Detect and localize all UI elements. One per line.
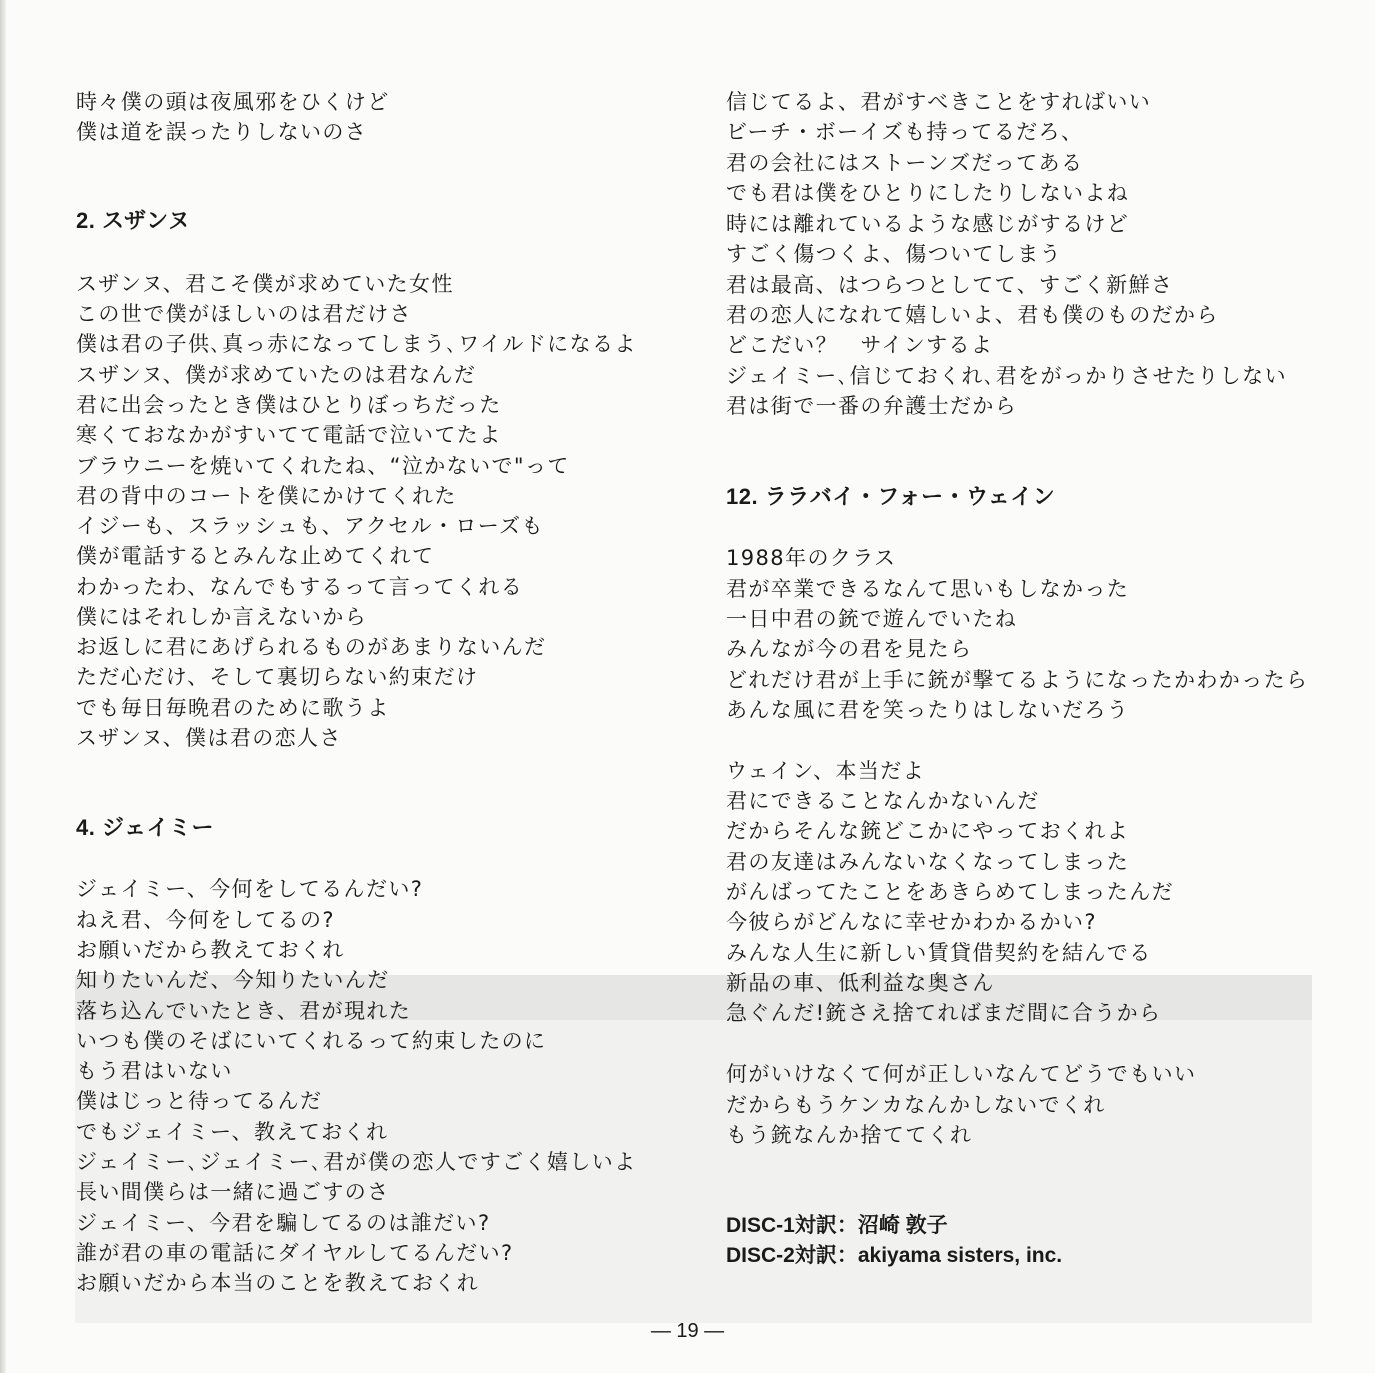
lyric-line: 新品の車、低利益な奥さん	[726, 971, 995, 995]
lyric-line: 僕は道を誤ったりしないのさ	[76, 120, 368, 144]
lyric-line: お願いだから本当のことを教えておくれ	[76, 1271, 480, 1295]
lyric-line: 僕にはそれしか言えないから	[76, 605, 368, 629]
lyric-line: ジェイミー、今君を騙してるのは誰だい?	[76, 1211, 491, 1235]
lyric-line: いつも僕のそばにいてくれるって約束したのに	[76, 1029, 547, 1053]
lyric-line: でも君は僕をひとりにしたりしないよね	[726, 181, 1130, 205]
lyric-line: スザンヌ、君こそ僕が求めていた女性	[76, 272, 454, 296]
lyric-line: 君は街で一番の弁護士だから	[726, 394, 1018, 418]
lyric-line: わかったわ、なんでもするって言ってくれる	[76, 575, 524, 599]
lyric-line: ジェイミー､ジェイミー､君が僕の恋人ですごく嬉しいよ	[76, 1150, 637, 1174]
lyric-line: 急ぐんだ!銃さえ捨てればまだ間に合うから	[726, 1001, 1162, 1025]
lyric-line: あんな風に君を笑ったりはしないだろう	[726, 698, 1130, 722]
lyric-line: だからもうケンカなんかしないでくれ	[726, 1093, 1106, 1117]
lyric-line: スザンヌ、僕は君の恋人さ	[76, 726, 342, 750]
lyric-line: どれだけ君が上手に銃が撃てるようになったかわかったら	[726, 668, 1309, 692]
lyric-line: 知りたいんだ、今知りたいんだ	[76, 968, 390, 992]
lyric-line: もう銃なんか捨ててくれ	[726, 1123, 973, 1147]
lyric-line: もう君はいない	[76, 1059, 233, 1083]
lyric-line: 誰が君の車の電話にダイヤルしてるんだい?	[76, 1241, 514, 1265]
lyric-line: ジェイミー、今何をしてるんだい?	[76, 877, 424, 901]
lyric-line: 落ち込んでいたとき、君が現れた	[76, 999, 412, 1023]
lyric-line: 僕は君の子供､真っ赤になってしまう､ワイルドになるよ	[76, 332, 637, 356]
lyric-line: 君の背中のコートを僕にかけてくれた	[76, 484, 457, 508]
lyric-line: 君の恋人になれて嬉しいよ、君も僕のものだから	[726, 303, 1219, 327]
lyric-line: でもジェイミー、教えておくれ	[76, 1120, 389, 1144]
lyric-line: でも毎日毎晩君のために歌うよ	[76, 696, 390, 720]
lyric-line: 君は最高、はつらつとしてて、すごく新鮮さ	[726, 273, 1174, 297]
lyric-line: イジーも、スラッシュも、アクセル・ローズも	[76, 514, 544, 538]
lyric-line: ウェイン、本当だよ	[726, 759, 926, 783]
song-title: 2. スザンヌ	[76, 208, 191, 233]
lyric-line: だからそんな銃どこかにやっておくれよ	[726, 819, 1130, 843]
page-binding-edge	[0, 0, 6, 1373]
translator-credit-disc1: DISC-1対訳：沼崎 敦子	[726, 1214, 948, 1237]
song-title: 12. ララバイ・フォー・ウェイン	[726, 484, 1056, 509]
lyric-line: 時々僕の頭は夜風邪をひくけど	[76, 90, 390, 114]
lyric-line: 一日中君の銃で遊んでいたね	[726, 607, 1018, 631]
lyric-line: 君に出会ったとき僕はひとりぼっちだった	[76, 393, 502, 417]
lyric-line: 僕はじっと待ってるんだ	[76, 1089, 323, 1113]
lyric-line: ねえ君、今何をしてるの?	[76, 908, 335, 932]
page-number: — 19 —	[650, 1320, 725, 1342]
lyric-line: 長い間僕らは一緒に過ごすのさ	[76, 1180, 390, 1204]
lyric-line: 君の会社にはストーンズだってある	[726, 151, 1084, 175]
lyric-line: 君の友達はみんないなくなってしまった	[726, 850, 1130, 874]
lyric-line: 何がいけなくて何が正しいなんてどうでもいい	[726, 1062, 1197, 1086]
lyric-line: 1988年のクラス	[726, 546, 897, 570]
lyric-line: この世で僕がほしいのは君だけさ	[76, 302, 412, 326]
lyric-line: みんなが今の君を見たら	[726, 637, 973, 661]
lyric-line: ビーチ・ボーイズも持ってるだろ、	[726, 120, 1084, 144]
lyric-line: ただ心だけ、そして裏切らない約束だけ	[76, 665, 479, 689]
lyric-line: 寒くておなかがすいてて電話で泣いてたよ	[76, 423, 502, 447]
lyric-line: 今彼らがどんなに幸せかわかるかい?	[726, 910, 1097, 934]
lyric-line: 時には離れているような感じがするけど	[726, 212, 1130, 236]
lyric-line: 君が卒業できるなんて思いもしなかった	[726, 577, 1130, 601]
lyric-line: ジェイミー､信じておくれ､君をがっかりさせたりしない	[726, 364, 1287, 388]
lyric-line: 君にできることなんかないんだ	[726, 789, 1040, 813]
lyric-line: 僕が電話するとみんな止めてくれて	[76, 544, 435, 568]
lyric-line: お返しに君にあげられるものがあまりないんだ	[76, 635, 547, 659]
lyric-line: がんばってたことをあきらめてしまったんだ	[726, 880, 1174, 904]
lyric-line: どこだい？ サインするよ	[726, 333, 994, 357]
lyric-line: みんな人生に新しい賃貸借契約を結んでる	[726, 941, 1152, 965]
lyric-line: スザンヌ、僕が求めていたのは君なんだ	[76, 363, 477, 387]
lyric-line: すごく傷つくよ、傷ついてしまう	[726, 242, 1062, 266]
lyric-line: お願いだから教えておくれ	[76, 938, 345, 962]
lyric-line: ブラウニーを焼いてくれたね、“泣かないで"って	[76, 454, 570, 478]
lyric-line: 信じてるよ、君がすべきことをすればいい	[726, 90, 1152, 114]
translator-credit-disc2: DISC-2対訳：akiyama sisters, inc.	[726, 1244, 1063, 1267]
song-title: 4. ジェイミー	[76, 815, 215, 840]
